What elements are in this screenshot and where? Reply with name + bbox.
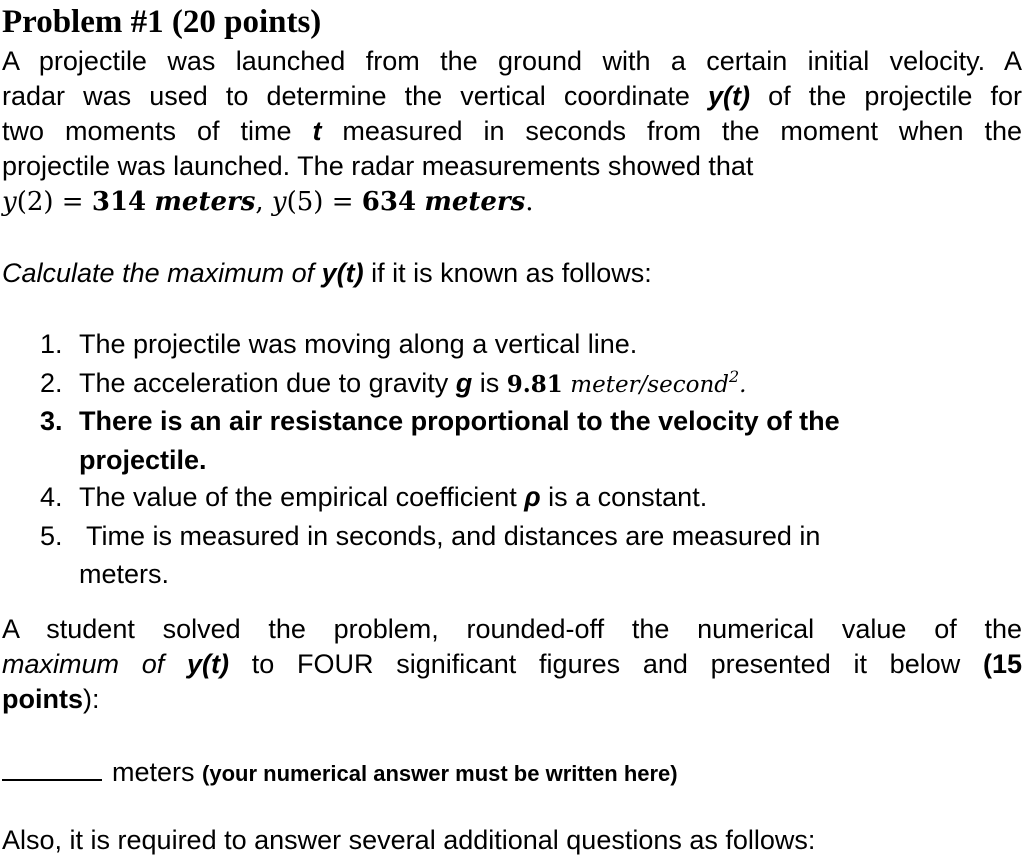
- condition-item-2: 2. The acceleration due to gravity g is 9.81 meter/second$^2$.: [40, 367, 747, 398]
- condition-item-5-continued: meters.: [79, 559, 170, 589]
- condition-item-1: 1. The projectile was moving along a vertical line.: [40, 329, 638, 359]
- answer-line: [2, 757, 678, 788]
- intro-line-1: A projectile was launched from the ground with a certain initial velocity. A: [2, 46, 1022, 76]
- condition-item-5: 5. Time is measured in seconds, and distances are measured in: [40, 521, 821, 551]
- answer-note: (your numerical answer must be written here): [202, 761, 678, 786]
- student-line-1: A student solved the problem, rounded-off the numerical value of the: [2, 614, 1022, 644]
- intro-line-4: projectile was launched. The radar measurements showed that: [2, 151, 754, 181]
- student-line-3: points):: [2, 684, 100, 714]
- condition-item-3: 3. There is an air resistance proportional to the velocity of the: [40, 406, 840, 436]
- measurement-equations: y(2) = 314 meters, y(5) = 634 meters.: [2, 187, 534, 217]
- footer-text: Also, it is required to answer several additional questions as follows:: [2, 825, 816, 855]
- condition-item-3-continued: projectile.: [79, 445, 207, 475]
- intro-line-2: radar was used to determine the vertical coordinate y(t) of the projectile for: [2, 81, 1022, 111]
- answer-unit: meters: [112, 757, 195, 787]
- condition-item-4: 4. The value of the empirical coefficient ρ is a constant.: [40, 482, 708, 512]
- answer-blank[interactable]: [2, 779, 102, 781]
- intro-line-3: two moments of time t measured in seconds from the moment when the: [2, 116, 1022, 146]
- problem-title: Problem #1 (20 points): [2, 4, 322, 40]
- student-line-2: maximum of y(t) to FOUR significant figures and presented it below (15: [2, 649, 1023, 679]
- task-statement: Calculate the maximum of y(t) if it is known as follows:: [2, 258, 652, 288]
